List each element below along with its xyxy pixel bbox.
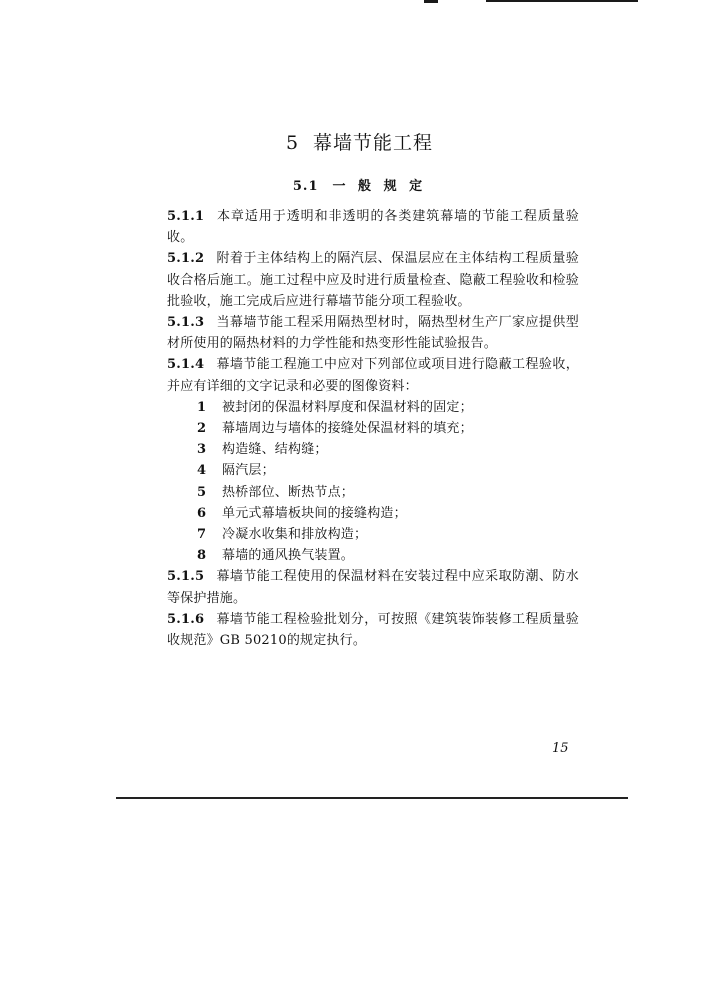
item-text: 被封闭的保温材料厚度和保温材料的固定； xyxy=(222,399,473,415)
clause-5-1-4 xyxy=(167,354,579,396)
clause-text: 附着于主体结构上的隔汽层、保温层应在主体结构工程质量验收合格后施工。施工过程中应及时进行质量检查、隐蔽工程验收和检验批验收，施工完成后应进行幕墙节能分项工程验收。 xyxy=(167,251,579,309)
item-text: 幕墙周边与墙体的接缝处保温材料的填充； xyxy=(222,421,473,437)
list-item xyxy=(167,503,579,524)
list-item xyxy=(167,397,579,418)
clause-5-1-2 xyxy=(167,248,579,312)
item-text: 单元式幕墙板块间的接缝构造； xyxy=(222,505,407,521)
clause-5-1-6 xyxy=(167,609,579,651)
item-text: 热桥部位、断热节点； xyxy=(222,484,355,500)
item-number: 7 xyxy=(197,527,207,543)
item-text: 构造缝、结构缝； xyxy=(222,442,328,458)
item-number: 3 xyxy=(197,442,207,458)
clause-number: 5.1.2 xyxy=(167,251,205,267)
list-item xyxy=(167,482,579,503)
clause-number: 5.1.4 xyxy=(167,357,205,373)
item-text: 幕墙的通风换气装置。 xyxy=(222,548,355,564)
body-text xyxy=(167,206,579,651)
scan-mark xyxy=(486,0,638,2)
scan-mark xyxy=(424,0,438,3)
list-item xyxy=(167,524,579,545)
clause-number: 5.1.1 xyxy=(167,209,205,224)
item-number: 8 xyxy=(197,548,207,564)
clause-text: 本章适用于透明和非透明的各类建筑幕墙的节能工程质量验收。 xyxy=(167,209,579,246)
item-number: 2 xyxy=(197,421,207,437)
list-item xyxy=(167,545,579,566)
item-number: 4 xyxy=(197,463,207,479)
item-number: 6 xyxy=(197,505,207,521)
section-number: 5.1 xyxy=(292,179,319,194)
page-number: 15 xyxy=(552,741,569,756)
clause-number: 5.1.6 xyxy=(167,611,205,627)
clause-text: 当幕墙节能工程采用隔热型材时，隔热型材生产厂家应提供型材所使用的隔热材料的力学性能和热变形性能试验报告。 xyxy=(167,315,579,352)
clause-number: 5.1.5 xyxy=(167,569,205,585)
clause-number: 5.1.3 xyxy=(167,315,205,331)
clause-text: 幕墙节能工程检验批划分，可按照《建筑装饰装修工程质量验收规范》GB 50210的规定执行。 xyxy=(167,611,579,649)
clause-5-1-1 xyxy=(167,206,579,248)
clause-5-1-5 xyxy=(167,566,579,608)
item-number: 5 xyxy=(197,484,207,500)
item-text: 隔汽层； xyxy=(222,463,275,479)
footer-rule xyxy=(116,797,628,799)
list-item xyxy=(167,418,579,439)
list-item xyxy=(167,460,579,481)
chapter-number: 5 xyxy=(285,132,300,154)
item-text: 冷凝水收集和排放构造； xyxy=(222,527,368,543)
clause-text: 幕墙节能工程使用的保温材料在安装过程中应采取防潮、防水等保护措施。 xyxy=(167,569,579,606)
item-number: 1 xyxy=(197,399,207,415)
section-title xyxy=(0,175,719,194)
chapter-title xyxy=(0,128,719,155)
clause-5-1-3 xyxy=(167,312,579,354)
chapter-title-text: 幕墙节能工程 xyxy=(313,132,434,154)
section-title-text: 一 般 规 定 xyxy=(332,179,427,194)
clause-text: 幕墙节能工程施工中应对下列部位或项目进行隐蔽工程验收，并应有详细的文字记录和必要的图像资料： xyxy=(167,357,579,394)
list-item xyxy=(167,439,579,460)
